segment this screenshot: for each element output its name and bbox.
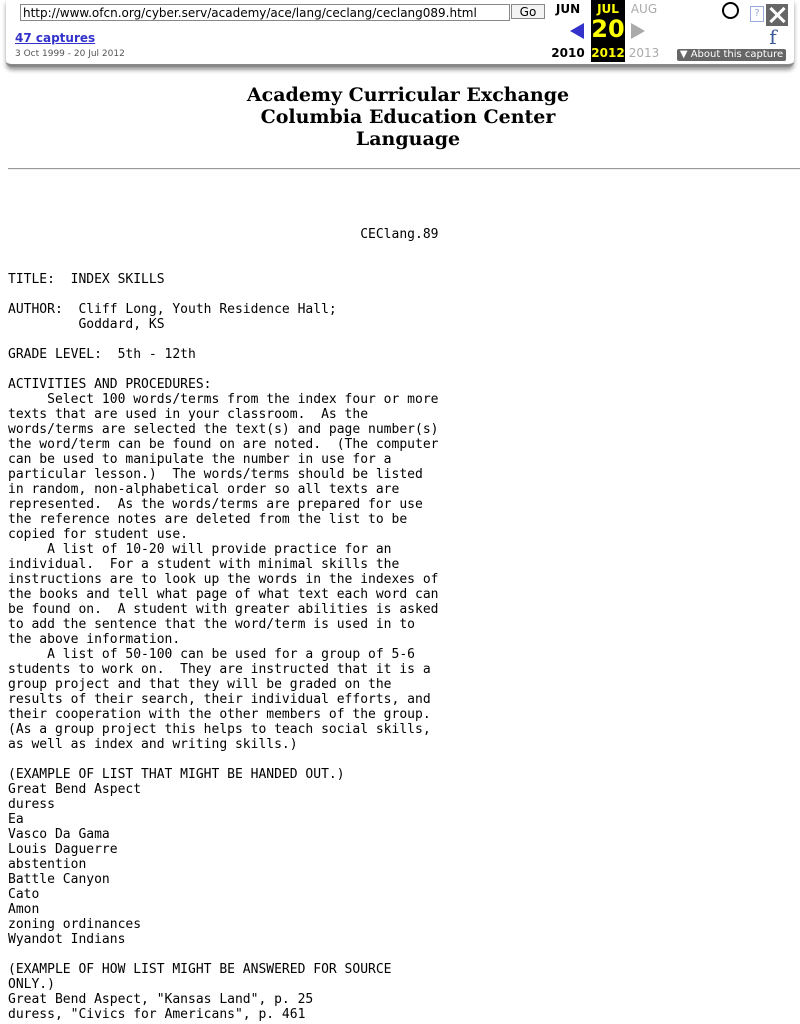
captures-link[interactable]: 47 captures [15, 31, 96, 45]
next-year: 2013 [628, 46, 660, 60]
prev-capture-arrow-icon[interactable] [570, 23, 584, 39]
current-month: JUL [597, 2, 619, 16]
lesson-document: CEClang.89 TITLE: INDEX SKILLS AUTHOR: Cliff Long, Youth Residence Hall; Goddard, KS GRADE LEVEL: 5th - 12th ACTIVITIES AND PROCEDURES: Select 100 words/terms from the index four or more texts that are used in your classroom. As the words/terms are selected the text(s) and page number(s) the word/term can be found on are noted. (The computer can be used to manipulate the number in use for a particular lesson.) The words/terms should be listed in random, non-alphabetical order so all texts are represented. As the words/terms are prepared for use the reference notes are deleted from the list to be copied for student use. A list of 10-20 will provide practice for an individual. For a student with minimal skills the instructions are to look up the words in the indexes of the books and tell what page of what text each word can be found on. A student with greater abilities is asked to add the sentence that the word/term is used in to the above information. A list of 50-100 can be used for a group of 5-6 students to work on. They are instructed that it is a group project and that they will be graded on the results of their search, their individual efforts, and their cooperation with the other members of the group. (As a group project this helps to teach social skills, as well as index and writing skills.) (EXAMPLE OF LIST THAT MIGHT BE HANDED OUT.) Great Bend Aspect duress Ea Vasco Da Gama Louis Daguerre abstention Battle Canyon Cato Amon zoning ordinances Wyandot Indians (EXAMPLE OF HOW LIST MIGHT BE ANSWERED FOR SOURCE ONLY.) Great Bend Aspect, "Kansas Land", p. 25 duress, "Civics for Americans", p. 461 [8, 227, 439, 1022]
capture-date-range: 3 Oct 1999 - 20 Jul 2012 [15, 49, 125, 59]
facebook-icon[interactable]: f [769, 25, 777, 49]
help-icon[interactable]: ? [750, 6, 764, 22]
current-day: 20 [591, 15, 625, 43]
next-capture-arrow-icon [631, 23, 645, 39]
close-icon[interactable] [766, 4, 788, 26]
header-section: Language [355, 128, 461, 150]
prev-year-link[interactable]: 2010 [551, 46, 585, 60]
loading-circle-icon [722, 2, 739, 19]
wayback-toolbar [6, 0, 794, 67]
divider [8, 168, 800, 170]
page-header [0, 84, 800, 150]
about-capture-button[interactable]: ▼ About this capture [677, 49, 786, 61]
url-input[interactable] [20, 4, 510, 21]
next-month: AUG [630, 2, 658, 16]
current-year: 2012 [591, 46, 625, 60]
header-subtitle: Columbia Education Center [260, 106, 556, 128]
header-title: Academy Curricular Exchange [246, 84, 570, 106]
prev-month-link[interactable]: JUN [555, 2, 581, 16]
go-button[interactable]: Go [511, 4, 545, 19]
